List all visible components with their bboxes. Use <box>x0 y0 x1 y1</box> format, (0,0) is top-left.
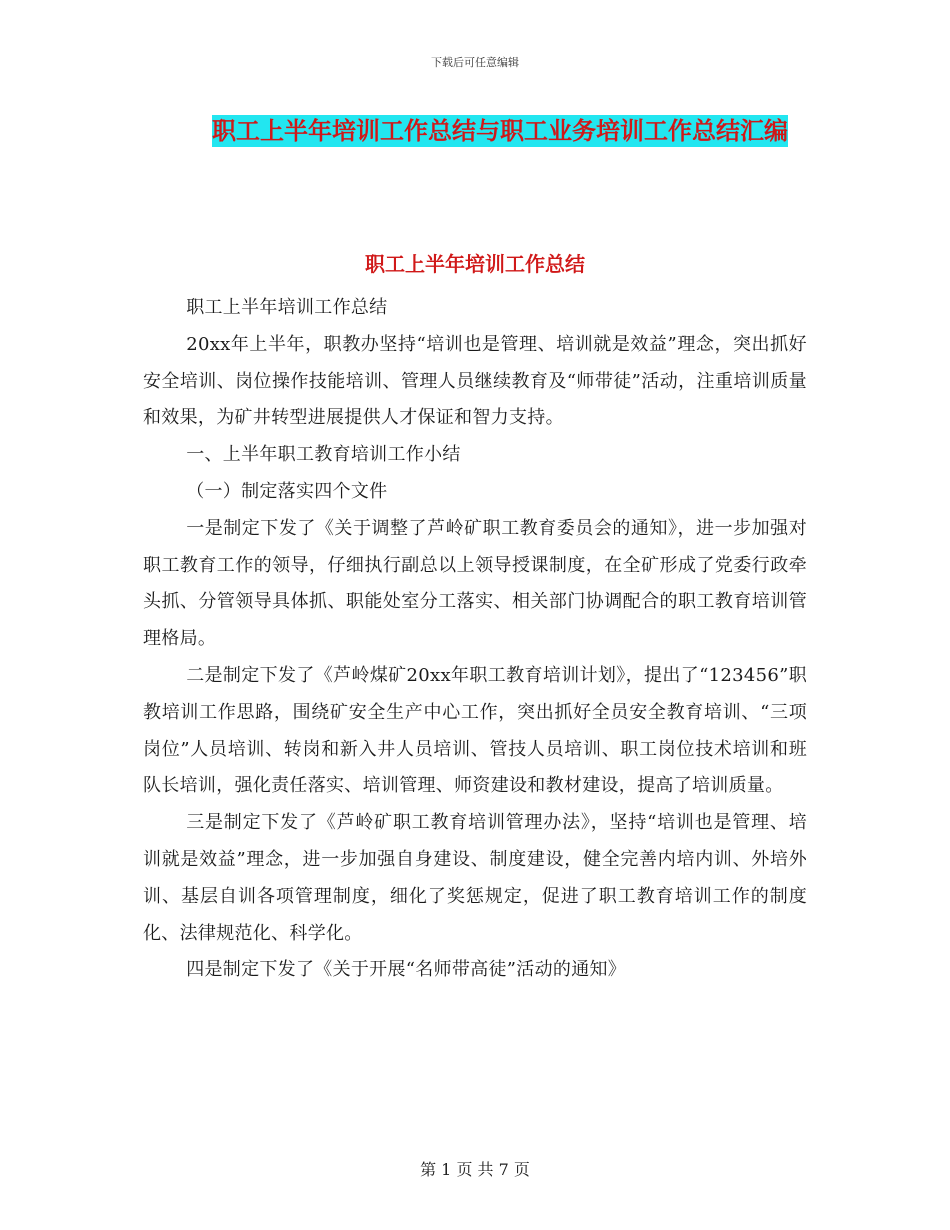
paragraph: 一、上半年职工教育培训工作小结 <box>186 444 461 466</box>
document-title-text: 职工上半年培训工作总结与职工业务培训工作总结汇编 <box>212 117 788 145</box>
document-title <box>190 108 810 154</box>
page-number: 第 1 页 共 7 页 <box>420 1160 530 1179</box>
paragraph: 职工上半年培训工作总结 <box>186 297 388 318</box>
section-title: 职工上半年培训工作总结 <box>365 252 585 276</box>
paragraph: 一是制定下发了《关于调整了芦岭矿职工教育委员会的通知》，进一步加强对职工教育工作的领导，仔细执行副总以上领导授课制度，在全矿形成了党委行政牵头抓、分管领导具体抓、职能处室分工落实、相关部门协调配合的职工教育培训管理格局。 <box>143 517 807 650</box>
document-body <box>143 290 807 989</box>
paragraph: 三是制定下发了《芦岭矿职工教育培训管理办法》，坚持“培训也是管理、培训就是效益”理念，进一步加强自身建设、制度建设，健全完善内培内训、外培外训、基层自训各项管理制度，细化了奖惩规定，促进了职工教育培训工作的制度化、法律规范化、科学化。 <box>143 812 807 944</box>
header-note: 下载后可任意编辑 <box>431 56 519 69</box>
paragraph: 四是制定下发了《关于开展“名师带高徒”活动的通知》 <box>186 959 627 981</box>
paragraph: 二是制定下发了《芦岭煤矿20xx年职工教育培训计划》，提出了“123456”职教培训工作思路，围绕矿安全生产中心工作，突出抓好全员安全教育培训、“三项岗位”人员培训、转岗和新入井人员培训、管技人员培训、职工岗位技术培训和班队长培训，强化责任落实、培训管理、师资建设和教材建设，提高了培训质量。 <box>143 664 807 797</box>
paragraph: 20xx年上半年，职教办坚持“培训也是管理、培训就是效益”理念，突出抓好安全培训、岗位操作技能培训、管理人员继续教育及“师带徒”活动，注重培训质量和效果，为矿井转型进展提供人才保证和智力支持。 <box>143 333 807 429</box>
paragraph: （一）制定落实四个文件 <box>186 480 388 502</box>
